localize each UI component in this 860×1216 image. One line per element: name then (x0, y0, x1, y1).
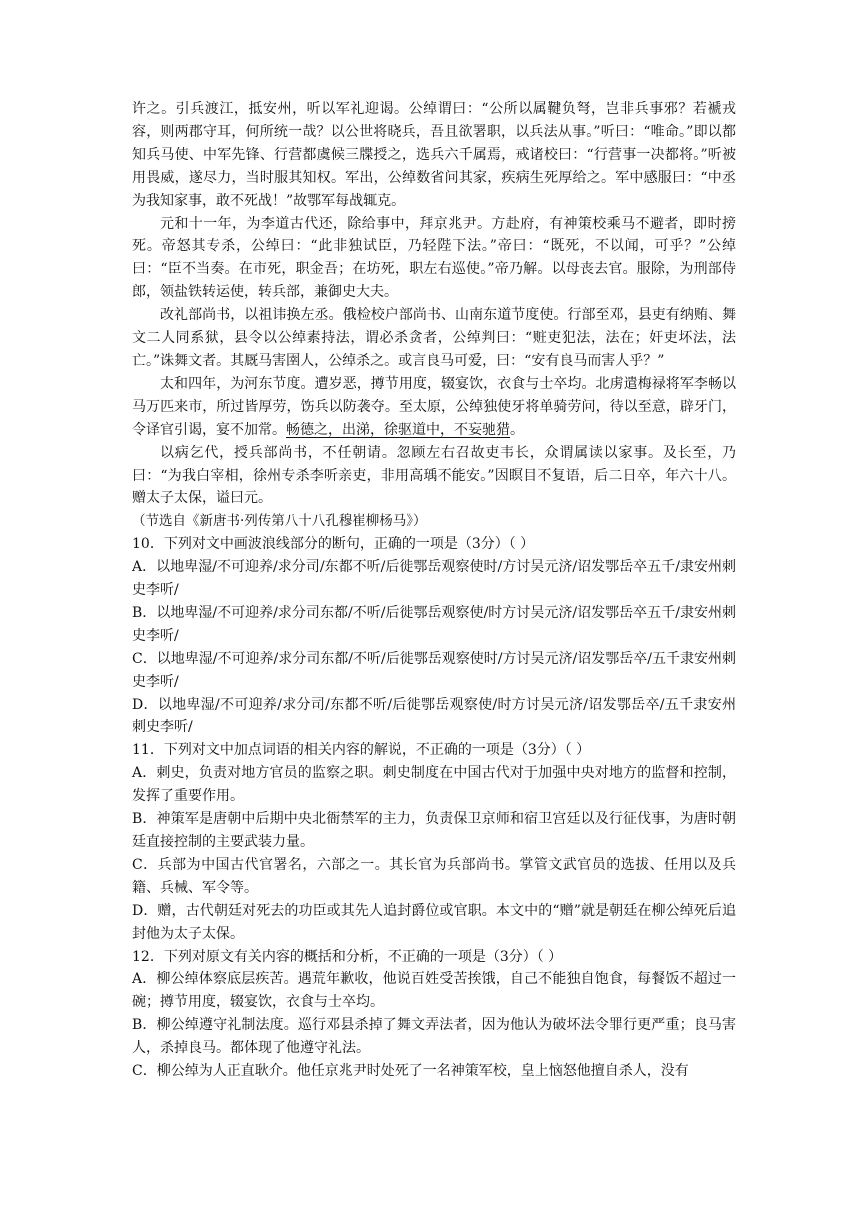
passage-paragraph: 改礼部尚书，以祖讳换左丞。俄检校户部尚书、山南东道节度使。行部至邓，县吏有纳贿、舞文二人同系狱，县令以公绰素持法，谓必杀贪者，公绰判曰：“赃吏犯法，法在；奸吏坏法，法亡。”诛舞文者。其厩马害圉人，公绰杀之。或言良马可爱，曰：“安有良马而害人乎？” (132, 307, 736, 369)
option-q11-b: B．神策军是唐朝中后期中央北衙禁军的主力，负责保卫京师和宿卫宫廷以及行征伐事，为唐时朝廷直接控制的主要武装力量。 (132, 811, 736, 850)
document-page (132, 98, 736, 1083)
passage-paragraph (132, 373, 736, 442)
source-citation: （节选自《新唐书·列传第八十八孔穆崔柳杨马》） (132, 513, 427, 530)
option-q10-b: B．以地卑湿/不可迎养/求分司东都/不听/后徙鄂岳观察使/时方讨吴元济/诏发鄂岳卒五千/隶安州刺史李听/ (132, 604, 736, 644)
question-stem: 10．下列对文中画波浪线部分的断句，正确的一项是（3分）（ ） (132, 536, 535, 553)
option-q12-c: C．柳公绰为人正直耿介。他任京兆尹时处死了一名神策军校，皇上恼怒他擅自杀人，没有 (132, 1063, 689, 1080)
option-q11-a: A．刺史，负责对地方官员的监察之职。刺史制度在中国古代对于加强中央对地方的监督和控制，发挥了重要作用。 (132, 765, 736, 805)
option-q12-a: A．柳公绰体察底层疾苦。遇荒年歉收，他说百姓受苦挨饿，自己不能独自饱食，每餐饭不超过一碗；撙节用度，辍宴饮，衣食与士卒均。 (132, 971, 736, 1011)
question-stem: 11．下列对文中加点词语的相关内容的解说，不正确的一项是（3分）（ ） (132, 742, 591, 759)
option-q10-a: A．以地卑湿/不可迎养/求分司/东都不听/后徙鄂岳观察使时/方讨吴元济/诏发鄂岳卒五千/隶安州刺史李听/ (132, 559, 736, 599)
question-stem: 12．下列对原文有关内容的概括和分析，不正确的一项是（3分）（ ） (132, 948, 563, 965)
passage-text: 太和四年，为河东节度。遭岁恶，撙节用度，辍宴饮，衣食与士卒均。北虏遣梅禄将军李畅以马万匹来市，所过皆厚劳，饬兵以防袭夺。至太原，公绰独使牙将单骑劳问，待以至意，辟牙门，令译官引谒，宴不加常。 (132, 375, 736, 438)
option-q11-c: C．兵部为中国古代官署名，六部之一。其长官为兵部尚书。掌管文武官员的选拔、任用以及兵籍、兵械、军令等。 (132, 856, 736, 896)
passage-paragraph: 元和十一年，为李道古代还，除给事中，拜京兆尹。方赴府，有神策校乘马不避者，即时搒死。帝怒其专杀，公绰曰：“此非独试臣，乃轻陛下法。”帝曰：“既死，不以闻，可乎？”公绰曰：“臣不当奏。在市死，职金吾；在坊死，职左右巡使。”帝乃解。以母丧去官。服除，为刑部侍郎，领盐铁转运使，转兵部，兼御史大夫。 (132, 215, 736, 301)
passage-text: 。 (510, 421, 524, 438)
option-q10-c: C．以地卑湿/不可迎养/求分司东都/不听/后徙鄂岳观察使时/方讨吴元济/诏发鄂岳卒/五千隶安州刺史李听/ (132, 650, 736, 690)
option-q10-d: D．以地卑湿/不可迎养/求分司/东都不听/后徙鄂岳观察使/时方讨吴元济/诏发鄂岳卒/五千隶安州刺史李听/ (132, 696, 736, 736)
passage-paragraph: 以病乞代，授兵部尚书，不任朝请。忽顾左右召故吏韦长，众谓属读以家事。及长至，乃曰：“为我白宰相，徐州专杀李听亲吏，非用高瑀不能安。”因瞑目不复语，后二日卒，年六十八。赠太子太保，谥曰元。 (132, 444, 736, 507)
underlined-sentence: 畅德之，出涕，徐驱道中，不妄驰猎 (286, 421, 510, 438)
option-q12-b: B．柳公绰遵守礼制法度。巡行邓县杀掉了舞文弄法者，因为他认为破坏法令罪行更严重；良马害人，杀掉良马。都体现了他遵守礼法。 (132, 1017, 736, 1057)
option-q11-d: D．赠，古代朝廷对死去的功臣或其先人追封爵位或官职。本文中的“赠”就是朝廷在柳公绰死后追封他为太子太保。 (132, 902, 736, 942)
passage-paragraph: 许之。引兵渡江，抵安州，听以军礼迎谒。公绰谓曰：“公所以属鞬负弩，岂非兵事邪？若褫戎容，则两郡守耳，何所统一哉？以公世将晓兵，吾且欲署职，以兵法从事。”听曰：“唯命。”即以都知兵马使、中军先锋、行营都虞候三牒授之，选兵六千属焉，戒诸校曰：“行营事一决都将。”听被用畏威，遂尽力，当时服其知权。军出，公绰数省问其家，疾病生死厚给之。军中感服曰：“中丞为我知家事，敢不死战！”故鄂军每战辄克。 (132, 101, 736, 209)
